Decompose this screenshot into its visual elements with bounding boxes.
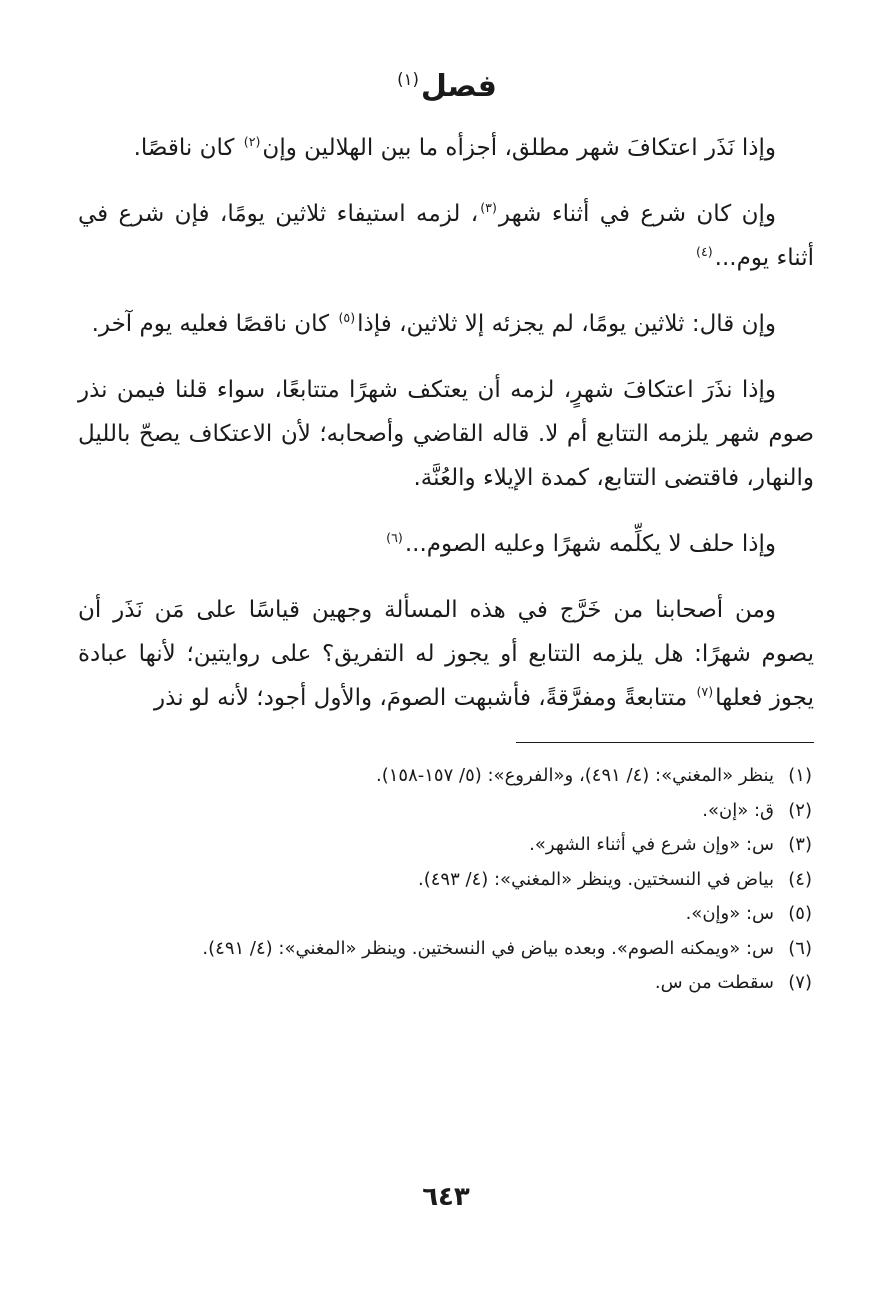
footnote-ref: (٣)	[480, 200, 497, 216]
paragraph	[78, 522, 814, 566]
paragraph	[78, 126, 814, 170]
footnote-number: (١)	[788, 765, 812, 786]
footnote-ref: (٧)	[696, 684, 714, 700]
footnote-text: س: «وإن».	[685, 903, 774, 924]
footnote-number: (٣)	[788, 834, 812, 855]
paragraph-text: وإذا نذَرَ اعتكافَ شهرٍ، لزمه أن يعتكف شهرًا متتابعًا، سواء قلنا فيمن نذر صوم شهر يلزمه التتابع أم لا. قاله القاضي وأصحابه؛ لأن الاعتكاف يصحّ بالليل والنهار، فاقتضى التتابع، كمدة الإيلاء والعُنَّة.	[78, 377, 814, 491]
paragraph	[78, 368, 814, 500]
footnote-item	[78, 828, 814, 863]
footnote-number: (٤)	[788, 868, 812, 890]
paragraph-text: ، لزمه استيفاء ثلاثين يومًا، فإن شرع في أثناء يوم...	[78, 201, 814, 271]
paragraph-text: وإن كان شرع في أثناء شهر	[498, 201, 777, 227]
paragraph-text: وإذا حلف لا يكلِّمه شهرًا وعليه الصوم...	[404, 531, 776, 557]
footnote-ref: (١)	[397, 70, 419, 89]
footnote-ref: (٤)	[696, 244, 713, 260]
footnote-item	[78, 932, 814, 967]
footnote-number: (٦)	[788, 937, 812, 959]
footnote-text: ق: «إن».	[702, 799, 774, 821]
paragraph-text: وإذا نَذَر اعتكافَ شهر مطلق، أجزأه ما بين الهلالين وإن	[262, 135, 776, 161]
chapter-title	[78, 62, 814, 112]
footnote-text: ينظر «المغني»: (٤/ ٤٩١)، و«الفروع»: (٥/ ١٥٧-١٥٨).	[376, 765, 774, 786]
paragraph	[78, 588, 814, 720]
footnote-item	[78, 759, 814, 794]
main-text	[78, 126, 814, 720]
footnote-text: بياض في النسختين. وينظر «المغني»: (٤/ ٤٩٣).	[418, 868, 774, 890]
paragraph-text: كان ناقصًا فعليه يوم آخر.	[91, 311, 337, 337]
footnote-ref: (٥)	[338, 310, 356, 326]
paragraph-text: كان ناقصًا.	[133, 135, 242, 161]
footnote-number: (٥)	[788, 903, 812, 924]
footnote-number: (٧)	[788, 972, 812, 993]
footnote-item	[78, 863, 814, 898]
footnote-text: س: «ويمكنه الصوم». وبعده بياض في النسختين. وينظر «المغني»: (٤/ ٤٩١).	[202, 937, 774, 959]
footnote-text: سقطت من س.	[654, 972, 774, 993]
paragraph-text: وإن قال: ثلاثين يومًا، لم يجزئه إلا ثلاثين، فإذا	[357, 311, 776, 337]
footnote-number: (٢)	[788, 799, 812, 821]
page-number: ٦٤٣	[422, 1182, 470, 1212]
footnote-ref: (٢)	[243, 134, 261, 150]
footnote-ref: (٦)	[386, 530, 403, 546]
paragraph	[78, 192, 814, 280]
footnotes-list	[78, 759, 814, 1001]
footnote-divider	[516, 742, 814, 743]
paragraph-text: ومن أصحابنا من خَرَّج في هذه المسألة وجهين قياسًا على مَن نَذَر أن يصوم شهرًا: هل يلزمه التتابع أو يجوز له التفريق؟ على روايتين؛ لأنها عبادة يجوز فعلها	[78, 597, 814, 711]
chapter-title-text: فصل	[420, 69, 497, 104]
footnote-text: س: «وإن شرع في أثناء الشهر».	[529, 834, 774, 855]
paragraph-text: متتابعةً ومفرَّقةً، فأشبهت الصومَ، والأول أجود؛ لأنه لو نذر	[154, 685, 695, 711]
footnote-item	[78, 966, 814, 1001]
footnote-item	[78, 794, 814, 829]
paragraph	[78, 302, 814, 346]
footnote-item	[78, 897, 814, 932]
